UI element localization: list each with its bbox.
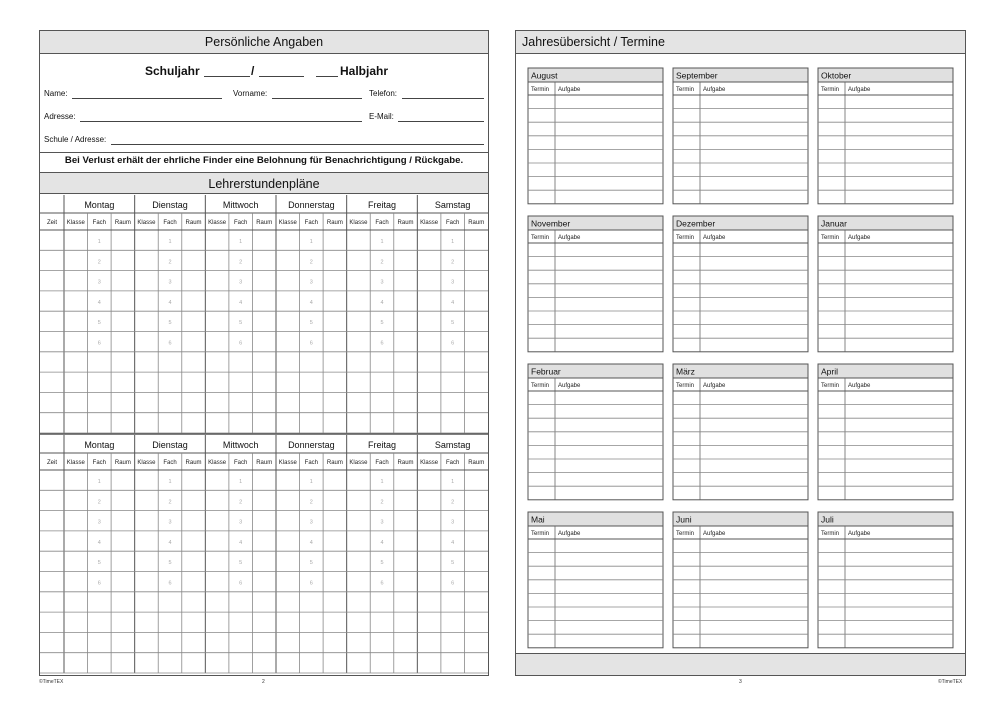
period-number-0-4-2: 3 (380, 279, 384, 286)
period-number-0-0-2: 3 (97, 279, 101, 286)
personal-info-header (40, 31, 488, 54)
period-number-1-4-3: 4 (380, 539, 384, 546)
aufgabe-label-2: Aufgabe (848, 87, 871, 93)
day-label-1-3: Donnerstag (288, 440, 335, 450)
month-box-7 (673, 378, 808, 500)
sub-header-0-0-0: Klasse (66, 220, 85, 226)
period-number-1-3-4: 5 (309, 560, 313, 567)
sub-header-1-0-1: Fach (92, 460, 107, 466)
aufgabe-label-9: Aufgabe (558, 531, 581, 537)
copyright-left: ©TimeTEX (39, 679, 64, 685)
month-label-0: August (531, 70, 558, 81)
sub-header-1-3-0: Klasse (278, 460, 297, 466)
month-label-2: Oktober (821, 70, 852, 81)
month-box-1 (673, 82, 808, 204)
year-overview-title: Jahresübersicht / Termine (522, 35, 665, 49)
period-number-1-0-4: 5 (97, 560, 101, 567)
period-number-1-2-4: 5 (239, 560, 243, 567)
termin-label-1: Termin (676, 87, 695, 93)
termin-label-9: Termin (531, 531, 550, 537)
termin-label-4: Termin (676, 235, 695, 241)
period-number-1-5-3: 4 (451, 539, 455, 546)
sub-header-0-5-0: Klasse (420, 220, 439, 226)
period-number-0-1-1: 2 (168, 259, 172, 266)
month-grids (516, 55, 965, 655)
period-number-1-2-5: 6 (239, 580, 243, 587)
period-number-0-1-3: 4 (168, 299, 172, 306)
period-number-0-3-1: 2 (309, 259, 313, 266)
sub-header-1-5-0: Klasse (420, 460, 439, 466)
period-number-1-3-2: 3 (309, 519, 313, 526)
termin-label-7: Termin (676, 383, 695, 389)
schule-label: Schule / Adresse: (44, 135, 107, 144)
month-header-9 (528, 512, 663, 526)
aufgabe-label-0: Aufgabe (558, 87, 581, 93)
sub-header-0-4-0: Klasse (349, 220, 368, 226)
period-number-0-4-1: 2 (380, 259, 384, 266)
period-number-1-4-4: 5 (380, 560, 384, 567)
day-label-0-3: Donnerstag (288, 200, 335, 210)
period-number-0-2-5: 6 (239, 340, 243, 347)
period-number-1-3-5: 6 (309, 580, 313, 587)
zeit-label-1: Zeit (46, 460, 58, 466)
sub-header-0-1-0: Klasse (137, 220, 156, 226)
right-page (515, 30, 966, 676)
period-number-1-1-0: 1 (168, 479, 172, 485)
month-header-8 (818, 364, 953, 378)
month-label-5: Januar (821, 218, 847, 229)
period-number-1-4-1: 2 (380, 499, 384, 506)
period-number-1-5-4: 5 (451, 560, 455, 567)
day-label-0-1: Dienstag (152, 200, 188, 210)
termin-label-5: Termin (821, 235, 840, 241)
period-number-1-3-3: 4 (309, 539, 313, 546)
period-number-1-0-2: 3 (97, 519, 101, 526)
aufgabe-label-11: Aufgabe (848, 531, 871, 537)
period-number-1-0-0: 1 (97, 479, 101, 485)
name-field[interactable] (72, 98, 222, 99)
period-number-0-0-4: 5 (97, 320, 101, 327)
sub-header-1-5-1: Fach (445, 460, 460, 466)
timetables (40, 195, 488, 676)
sub-header-0-0-2: Raum (114, 220, 131, 226)
adresse-label: Adresse: (44, 112, 76, 121)
day-label-0-5: Samstag (434, 200, 471, 210)
sub-header-1-0-2: Raum (114, 460, 131, 466)
name-label: Name: (44, 89, 68, 98)
period-number-0-1-2: 3 (168, 279, 172, 286)
termin-label-0: Termin (531, 87, 550, 93)
right-footer-bar (516, 653, 965, 675)
email-field[interactable] (398, 121, 484, 122)
month-label-8: April (821, 366, 839, 377)
school-year-row (40, 62, 488, 80)
month-box-8 (818, 378, 953, 500)
period-number-1-2-1: 2 (239, 499, 243, 506)
period-number-0-3-0: 1 (309, 239, 313, 245)
timetable-header (40, 172, 488, 194)
telefon-label: Telefon: (369, 89, 398, 98)
month-label-7: März (676, 366, 695, 377)
day-label-1-1: Dienstag (152, 440, 188, 450)
school-year-label: Schuljahr (145, 64, 200, 78)
sub-header-1-1-1: Fach (163, 460, 177, 466)
month-box-11 (818, 526, 953, 648)
telefon-field[interactable] (402, 98, 484, 99)
period-number-1-1-1: 2 (168, 499, 172, 506)
copyright-right: ©TimeTEX (938, 679, 963, 685)
sub-header-0-2-1: Fach (233, 220, 248, 226)
aufgabe-label-4: Aufgabe (703, 235, 726, 241)
period-number-0-2-0: 1 (239, 239, 243, 245)
sub-header-0-3-1: Fach (304, 220, 319, 226)
half-year-label: Halbjahr (340, 64, 389, 78)
period-number-1-4-2: 3 (380, 519, 384, 526)
sub-header-0-0-1: Fach (92, 220, 107, 226)
sub-header-1-2-2: Raum (256, 460, 273, 466)
day-label-1-4: Freitag (367, 440, 397, 450)
period-number-0-5-5: 6 (451, 340, 455, 347)
aufgabe-label-5: Aufgabe (848, 235, 871, 241)
schule-field[interactable] (111, 144, 484, 145)
period-number-1-5-1: 2 (451, 499, 455, 506)
school-year-end-field[interactable] (259, 76, 304, 77)
day-label-1-5: Samstag (434, 440, 471, 450)
sub-header-1-1-0: Klasse (137, 460, 156, 466)
period-number-0-1-4: 5 (168, 320, 172, 327)
personal-info-title: Persönliche Angaben (204, 35, 324, 49)
period-number-1-0-1: 2 (97, 499, 101, 506)
period-number-1-1-3: 4 (168, 539, 172, 546)
period-number-1-4-5: 6 (380, 580, 384, 587)
year-overview-header (516, 31, 965, 54)
month-label-4: Dezember (676, 218, 716, 229)
half-year-field[interactable] (316, 76, 338, 77)
period-number-0-0-5: 6 (97, 340, 101, 347)
termin-label-3: Termin (531, 235, 550, 241)
period-number-0-2-1: 2 (239, 259, 243, 266)
aufgabe-label-1: Aufgabe (703, 87, 726, 93)
sub-header-1-2-0: Klasse (208, 460, 227, 466)
month-box-6 (528, 378, 663, 500)
period-number-0-2-2: 3 (239, 279, 243, 286)
period-number-0-0-3: 4 (97, 299, 101, 306)
left-page (39, 30, 489, 676)
period-number-1-1-2: 3 (168, 519, 172, 526)
period-number-1-0-3: 4 (97, 539, 101, 546)
period-number-1-1-4: 5 (168, 560, 172, 567)
email-label: E-Mail: (369, 112, 394, 121)
period-number-1-2-2: 3 (239, 519, 243, 526)
day-label-1-2: Mittwoch (222, 440, 259, 450)
period-number-1-1-5: 6 (168, 580, 172, 587)
zeit-label-0: Zeit (46, 220, 58, 226)
month-box-4 (673, 230, 808, 352)
sub-header-0-2-2: Raum (256, 220, 273, 226)
sub-header-0-4-1: Fach (375, 220, 389, 226)
aufgabe-label-3: Aufgabe (558, 235, 581, 241)
aufgabe-label-6: Aufgabe (558, 383, 581, 389)
month-box-10 (673, 526, 808, 648)
day-label-0-0: Montag (84, 200, 115, 210)
period-number-1-5-2: 3 (451, 519, 455, 526)
period-number-0-2-4: 5 (239, 320, 243, 327)
period-number-0-4-4: 5 (380, 320, 384, 327)
period-number-0-5-3: 4 (451, 299, 455, 306)
vorname-label: Vorname: (233, 89, 268, 98)
month-box-2 (818, 82, 953, 204)
period-number-0-5-1: 2 (451, 259, 455, 266)
month-label-11: Juli (821, 514, 834, 525)
period-number-1-2-3: 4 (239, 539, 243, 546)
day-label-1-0: Montag (84, 440, 115, 450)
sub-header-1-4-0: Klasse (349, 460, 368, 466)
sub-header-1-3-1: Fach (304, 460, 319, 466)
aufgabe-label-7: Aufgabe (703, 383, 726, 389)
sub-header-1-0-0: Klasse (66, 460, 85, 466)
sub-header-1-1-2: Raum (185, 460, 202, 466)
month-box-5 (818, 230, 953, 352)
adresse-field[interactable] (80, 121, 362, 122)
month-box-0 (528, 82, 663, 204)
period-number-1-5-0: 1 (451, 479, 455, 485)
day-label-0-2: Mittwoch (222, 200, 259, 210)
school-year-start-field[interactable] (204, 76, 250, 77)
period-number-1-4-0: 1 (380, 479, 384, 485)
sub-header-1-4-2: Raum (397, 460, 414, 466)
sub-header-1-4-1: Fach (375, 460, 389, 466)
period-number-0-3-5: 6 (309, 340, 313, 347)
period-number-0-4-3: 4 (380, 299, 384, 306)
period-number-0-3-3: 4 (309, 299, 313, 306)
period-number-1-5-5: 6 (451, 580, 455, 587)
month-header-11 (818, 512, 953, 526)
period-number-0-1-5: 6 (168, 340, 172, 347)
sub-header-0-1-1: Fach (163, 220, 177, 226)
day-label-0-4: Freitag (367, 200, 397, 210)
period-number-0-4-5: 6 (380, 340, 384, 347)
sub-header-0-3-2: Raum (326, 220, 343, 226)
period-number-0-5-2: 3 (451, 279, 455, 286)
period-number-0-0-0: 1 (97, 239, 101, 245)
aufgabe-label-8: Aufgabe (848, 383, 871, 389)
sub-header-0-3-0: Klasse (278, 220, 297, 226)
vorname-field[interactable] (272, 98, 362, 99)
period-number-1-0-5: 6 (97, 580, 101, 587)
termin-label-11: Termin (821, 531, 840, 537)
period-number-1-3-0: 1 (309, 479, 313, 485)
period-number-1-3-1: 2 (309, 499, 313, 506)
timetable-title: Lehrerstundenpläne (208, 177, 320, 191)
school-year-slash: / (251, 64, 255, 78)
termin-label-8: Termin (821, 383, 840, 389)
termin-label-10: Termin (676, 531, 695, 537)
sub-header-0-1-2: Raum (185, 220, 202, 226)
period-number-1-2-0: 1 (239, 479, 243, 485)
month-box-3 (528, 230, 663, 352)
period-number-0-1-0: 1 (168, 239, 172, 245)
period-number-0-3-4: 5 (309, 320, 313, 327)
period-number-0-2-3: 4 (239, 299, 243, 306)
month-label-3: November (531, 218, 571, 229)
sub-header-1-5-2: Raum (468, 460, 485, 466)
page-number-right: 3 (739, 679, 742, 685)
month-label-1: September (676, 70, 718, 81)
period-number-0-4-0: 1 (380, 239, 384, 245)
sub-header-0-5-1: Fach (445, 220, 460, 226)
page-number-left: 2 (262, 679, 265, 685)
month-box-9 (528, 526, 663, 648)
period-number-0-5-4: 5 (451, 320, 455, 327)
termin-label-6: Termin (531, 383, 550, 389)
sub-header-0-4-2: Raum (397, 220, 414, 226)
sub-header-0-2-0: Klasse (208, 220, 227, 226)
period-number-0-5-0: 1 (451, 239, 455, 245)
month-label-10: Juni (676, 514, 692, 525)
period-number-0-0-1: 2 (97, 259, 101, 266)
month-header-10 (673, 512, 808, 526)
month-label-9: Mai (531, 514, 545, 525)
sub-header-1-2-1: Fach (233, 460, 248, 466)
aufgabe-label-10: Aufgabe (703, 531, 726, 537)
sub-header-0-5-2: Raum (468, 220, 485, 226)
month-label-6: Februar (531, 366, 561, 377)
period-number-0-3-2: 3 (309, 279, 313, 286)
sub-header-1-3-2: Raum (326, 460, 343, 466)
termin-label-2: Termin (821, 87, 840, 93)
lost-notice: Bei Verlust erhält der ehrliche Finder eine Belohnung für Benachrichtigung / Rückgabe. (64, 155, 464, 166)
